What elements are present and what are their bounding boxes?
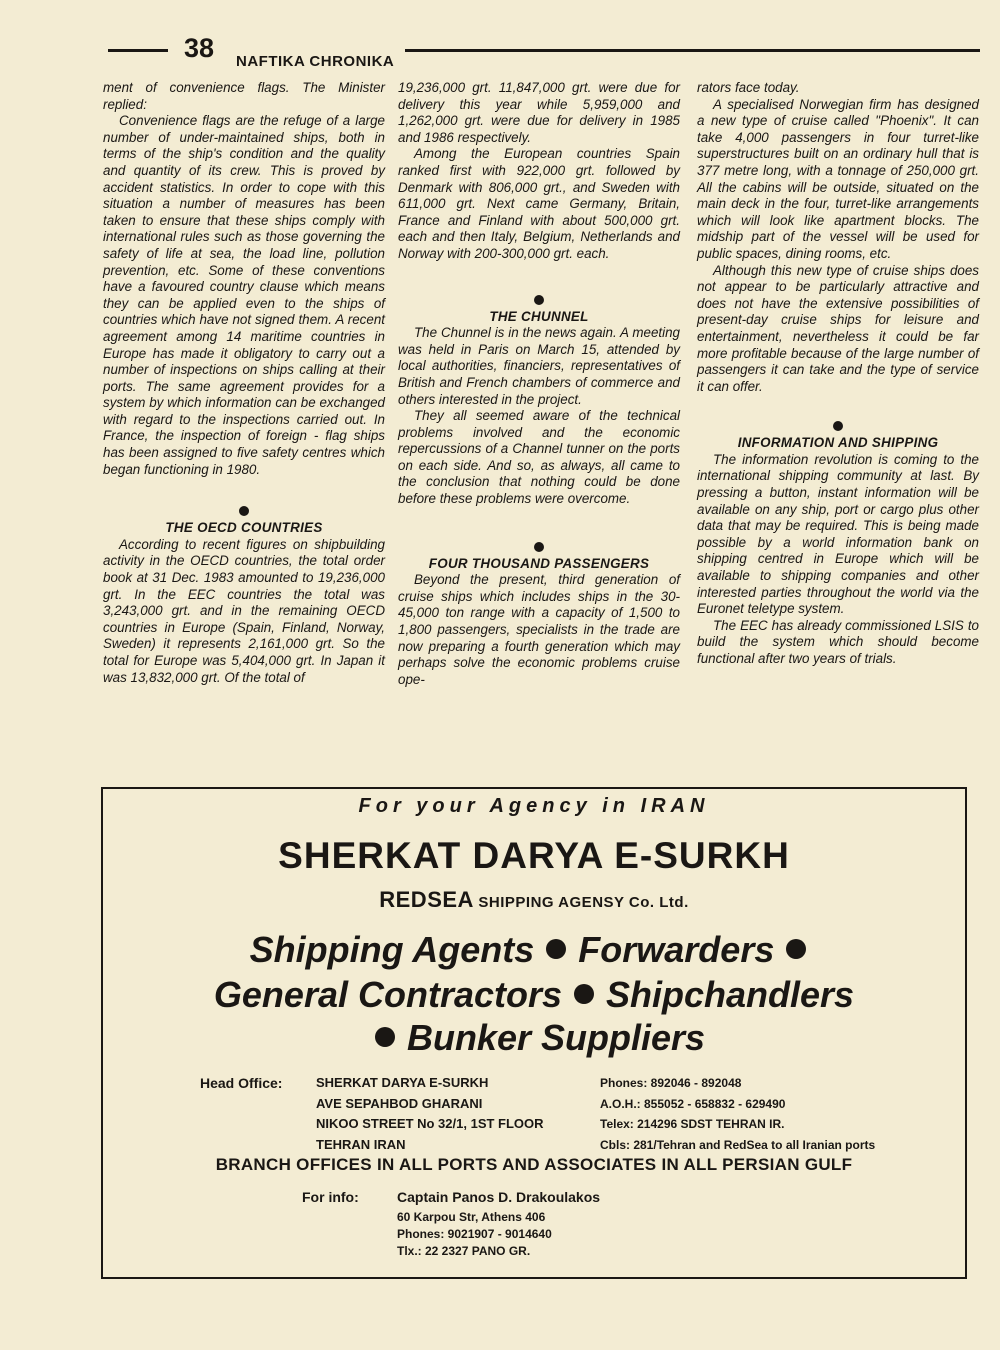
address-line: NIKOO STREET No 32/1, 1ST FLOOR — [316, 1116, 544, 1131]
address-line: SHERKAT DARYA E-SURKH — [316, 1075, 489, 1090]
section-heading-oecd: THE OECD COUNTRIES — [165, 520, 323, 536]
contact-line: Cbls: 281/Tehran and RedSea to all Iranian ports — [600, 1137, 876, 1152]
info-line: Tlx.: 22 2327 PANO GR. — [397, 1244, 531, 1258]
paragraph: Among the European countries Spain ranked first with 922,000 grt. followed by Denmark with 806,000 grt., and Sweden with 611,000 grt. Next came Germany, Britain, France and Finland with about 500,000 grt. each and then Italy, Belgium, Netherlands and Norway with 200-300,000 grt. each. — [398, 146, 680, 261]
paragraph: The EEC has already commissioned LSIS to build the system which should become functional after two years of trials. — [697, 617, 979, 666]
article-column-1 — [103, 80, 385, 686]
contact-line: Phones: 892046 - 892048 — [600, 1076, 742, 1090]
info-label: For info: — [302, 1189, 359, 1205]
paragraph: rators face today. — [697, 80, 800, 95]
paragraph: ment of convenience flags. The Minister replied: — [103, 80, 385, 112]
bullet-dot-icon — [786, 939, 806, 959]
head-office-address — [316, 1073, 544, 1155]
ad-tagline: For your Agency in IRAN — [358, 795, 710, 817]
ad-services-line-3 — [103, 1017, 965, 1059]
address-line: TEHRAN IRAN — [316, 1136, 406, 1152]
service-item: Shipchandlers — [606, 974, 855, 1015]
section-heading-chunnel: THE CHUNNEL — [489, 308, 589, 324]
magazine-title: NAFTIKA CHRONIKA — [236, 53, 395, 70]
address-line: AVE SEPAHBOD GHARANI — [316, 1095, 483, 1111]
ad-company-name: SHERKAT DARYA E-SURKH — [278, 835, 790, 876]
contact-line: A.O.H.: 855052 - 658832 - 629490 — [600, 1096, 786, 1111]
service-item: Bunker Suppliers — [406, 1017, 706, 1058]
branch-offices-line: BRANCH OFFICES IN ALL PORTS AND ASSOCIATES IN ALL PERSIAN GULF — [215, 1155, 853, 1174]
section-heading-information: INFORMATION AND SHIPPING — [737, 435, 939, 451]
info-line: 60 Karpou Str, Athens 406 — [397, 1210, 546, 1224]
service-item: Shipping Agents — [249, 929, 535, 970]
paragraph: Although this new type of cruise ships does not appear to be particularly attractive and does not have the extensive possibilities of present-day cruise ships for leisure and entertainment, nevertheless it could be far more profitable because of the large number of passengers it can take and the type of service it can offer. — [697, 262, 979, 394]
section-bullet — [833, 421, 843, 431]
advertisement-box — [101, 787, 967, 1279]
bullet-dot-icon — [546, 939, 566, 959]
section-bullet — [534, 295, 544, 305]
section-bullet — [534, 542, 544, 552]
info-contact — [397, 1187, 600, 1260]
head-office-label: Head Office: — [200, 1075, 283, 1091]
ad-services-line-2 — [103, 974, 965, 1016]
ad-subtitle-brand: REDSEA — [379, 887, 474, 912]
info-line: Phones: 9021907 - 9014640 — [397, 1227, 552, 1241]
contact-line: Telex: 214296 SDST TEHRAN IR. — [600, 1117, 785, 1131]
service-item: Forwarders — [578, 929, 775, 970]
paragraph: 19,236,000 grt. 11,847,000 grt. were due for delivery this year while 5,959,000 and 1,262,000 grt. were due for delivery in 1985 and 1986 respectively. — [398, 80, 680, 145]
ad-subtitle — [103, 887, 965, 913]
paragraph: A specialised Norwegian firm has designed a new type of cruise called "Phoenix". It can take 4,000 passengers in four turret-like superstructures built on an ordinary hull that is 377 metre long, with a tonnage of 250,000 grt. All the cabins will be outside, situated on the main deck in the four, turret-like arrangements which will look like apartment blocks. The midship part of the vessel will be used for public spaces, dining rooms, etc. — [697, 96, 979, 261]
section-bullet — [239, 506, 249, 516]
article-column-3 — [697, 80, 979, 668]
section-heading-passengers: FOUR THOUSAND PASSENGERS — [428, 555, 650, 571]
paragraph: Convenience flags are the refuge of a large number of under-maintained ships, both in terms of the ship's condition and the quality and quantity of its crew. This is proved by accident statistics. In order to cope with this situation a number of measures has been taken to ensure that these ships comply with international rules such as those governing the safety of life at sea, the load line, pollution prevention, etc. Some of these conventions have a favoured country clause which means they can be applied even to the ships of countries which have not signed them. A recent agreement among 14 maritime countries in Europe has made it obligatory to carry out a number of inspections on ships calling at their ports. The same agreement provides for a system by which information can be exchanged with regard to the inspections carried out. In France, the inspection of foreign - flag ships has been assigned to five safety centres which began functioning in 1980. — [103, 113, 385, 477]
info-contact-name: Captain Panos D. Drakoulakos — [397, 1189, 601, 1205]
article-column-2 — [398, 80, 680, 688]
header-rule-left — [108, 49, 168, 52]
paragraph: The information revolution is coming to the international shipping community at last. By pressing a button, instant information will be available on any ship, port or cargo plus other data that may be required. This is being made possible by a world information bank on shipping centred in Europe which will be available to shipping companies and other interested parties throughout the world via the Euronet teletype system. — [697, 451, 979, 617]
ad-subtitle-rest: SHIPPING AGENSY Co. Ltd. — [478, 894, 689, 911]
ad-services-line-1 — [103, 929, 965, 971]
head-office-contacts — [600, 1073, 875, 1155]
header-rule-right — [405, 49, 980, 52]
paragraph: The Chunnel is in the news again. A meeting was held in Paris on March 15, attended by local authorities, financiers, representatives of British and French chambers of commerce and others interested in the project. — [398, 325, 680, 407]
service-item: General Contractors — [213, 974, 563, 1015]
bullet-dot-icon — [375, 1027, 395, 1047]
paragraph: According to recent figures on shipbuilding activity in the OECD countries, the total order book at 31 Dec. 1983 amounted to 19,236,000 grt. In the EEC countries the total was 3,243,000 grt. and in the remaining OECD countries in Europe (Spain, Finland, Norway, Sweden) it represents 2,161,000 grt. So the total for Europe was 5,404,000 grt. In Japan it was 13,832,000 grt. Of the total of — [103, 536, 385, 685]
paragraph: They all seemed aware of the technical problems involved and the economic repercussions of a Channel tunner on the ports on each side. And so, as always, all came to the conclusion that nothing could be done before these problems were overcome. — [398, 408, 680, 507]
bullet-dot-icon — [574, 984, 594, 1004]
page-number: 38 — [184, 33, 215, 63]
paragraph: Beyond the present, third generation of cruise ships which includes ships in the 30-45,000 ton range with a capacity of 1,500 to 1,800 passengers, specialists in the trade are now preparing a fourth generation which may perhaps solve the economic problems cruise ope- — [398, 572, 680, 687]
